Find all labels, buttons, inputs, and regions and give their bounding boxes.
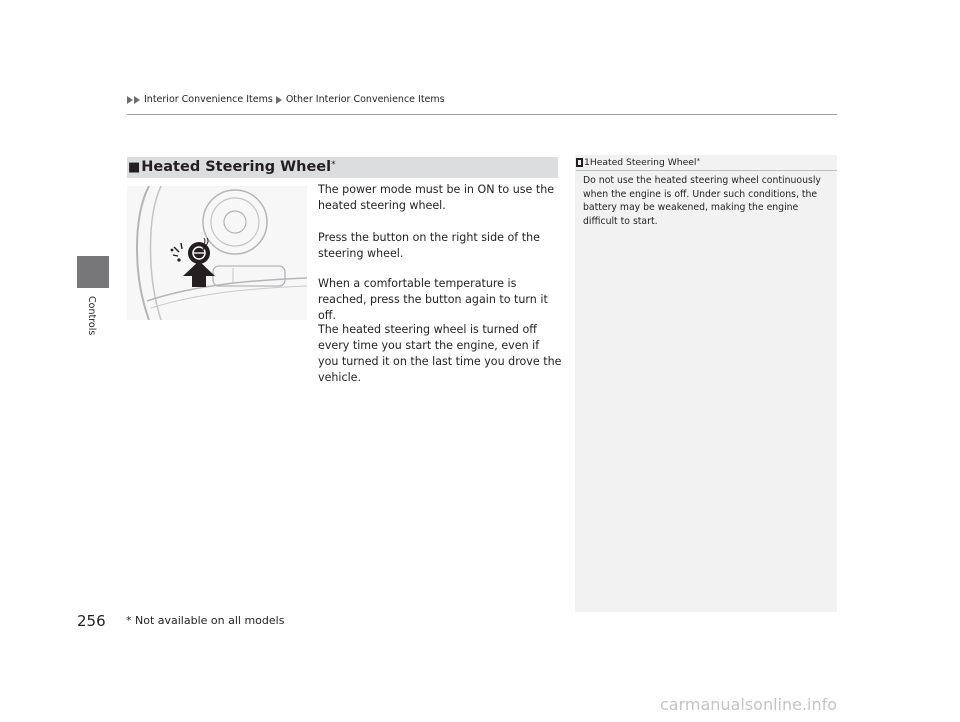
breadcrumb <box>127 94 445 105</box>
page-number: 256 <box>77 612 106 630</box>
instruction-paragraph: The heated steering wheel is turned off every time you start the engine, even if you turned it on the last time you drove the vehicle. <box>318 323 562 384</box>
instruction-paragraph: When a comfortable temperature is reached, press the button again to turn it off. <box>318 277 548 322</box>
note-reference-icon <box>576 158 583 167</box>
side-note-number: 1 <box>584 157 590 168</box>
instruction-paragraph: Press the button on the right side of the steering wheel. <box>318 231 540 260</box>
breadcrumb-arrow-icon <box>127 96 133 104</box>
side-note-text: Do not use the heated steering wheel continuously when the engine is off. Under such conditions, the battery may be weakened, making the engine difficult to start. <box>583 175 821 227</box>
chapter-tab-marker <box>77 256 109 288</box>
section-heading <box>128 157 336 178</box>
chapter-tab-label[interactable]: Controls <box>86 296 97 336</box>
breadcrumb-level2[interactable]: Other Interior Convenience Items <box>285 94 445 105</box>
section-asterisk: * <box>331 160 336 170</box>
breadcrumb-arrow-icon <box>276 96 282 104</box>
side-note-title: Heated Steering Wheel <box>589 157 697 168</box>
side-note-divider <box>576 170 837 171</box>
watermark: carmanualsonline.info <box>660 695 838 714</box>
footnote: * Not available on all models <box>126 614 285 627</box>
side-note-asterisk: * <box>696 156 700 165</box>
side-note-heading <box>576 157 700 168</box>
breadcrumb-arrow-icon <box>134 96 140 104</box>
header-divider <box>127 114 837 115</box>
steering-wheel-illustration <box>127 186 307 320</box>
breadcrumb-level1[interactable]: Interior Convenience Items <box>144 94 273 105</box>
section-marker: ■ <box>128 160 141 175</box>
section-title-text: Heated Steering Wheel <box>141 159 332 175</box>
instruction-paragraph: The power mode must be in ON to use the heated steering wheel. <box>318 183 555 212</box>
